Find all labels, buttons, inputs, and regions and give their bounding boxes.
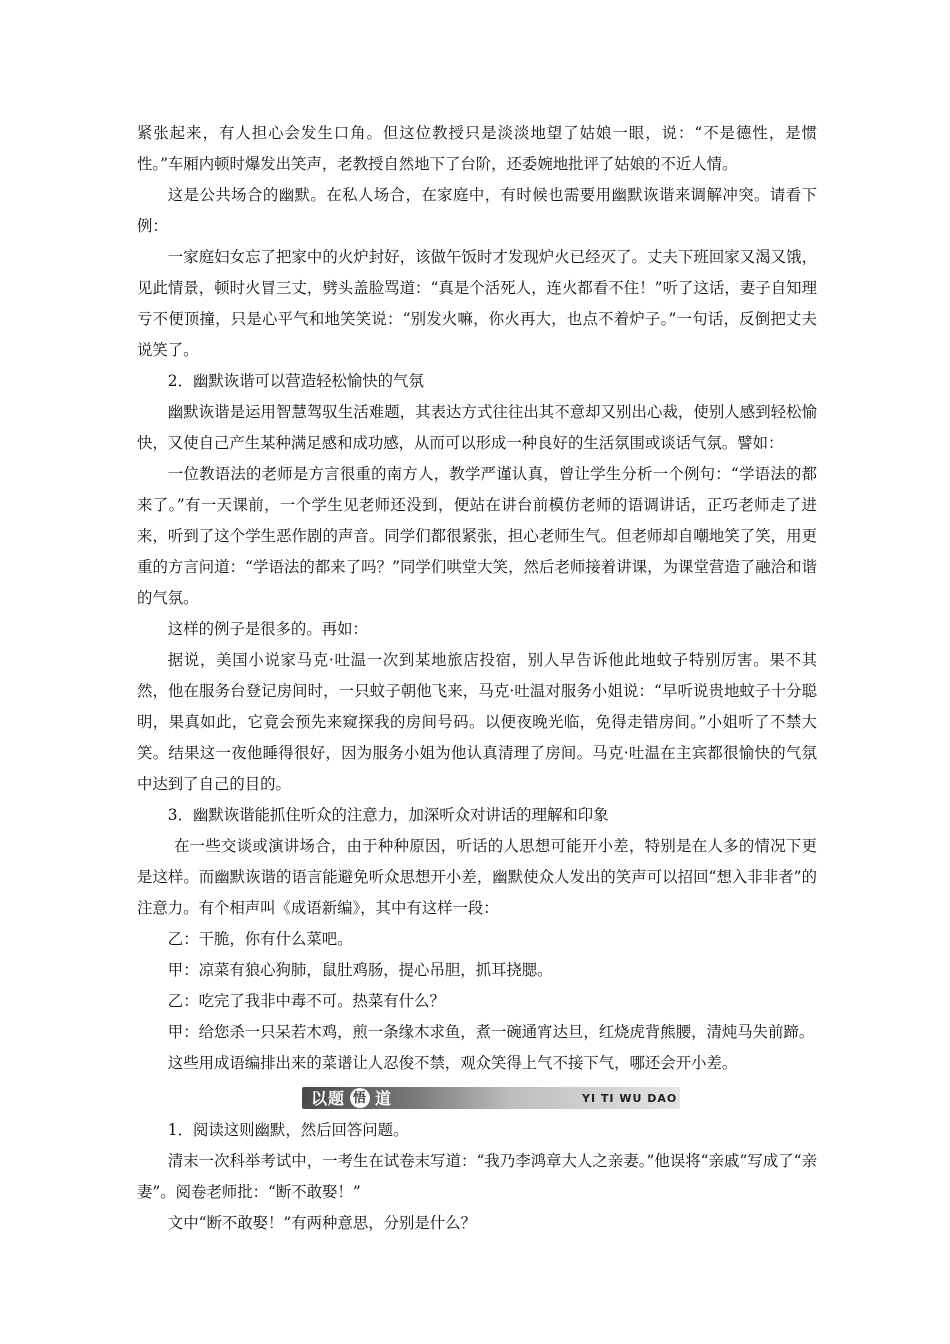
- dialogue-line: 乙：干脆，你有什么菜吧。: [167, 930, 353, 948]
- paragraph: 一位教语法的老师是方言很重的南方人，教学严谨认真，曾让学生分析一个例句：“学语法的都来了。”有一天课前，一个学生见老师还没到，便站在讲台前模仿老师的语调讲话，正巧老师走了进来，听到了这个学生恶作剧的声音。同学们都很紧张，担心老师生气。但老师却自嘲地笑了笑，用更重的方言问道：“学语法的都来了吗？”同学们哄堂大笑，然后老师接着讲课，为课堂营造了融洽和谐的气氛。: [137, 465, 817, 607]
- paragraph: 这是公共场合的幽默。在私人场合，在家庭中，有时候也需要用幽默诙谐来调解冲突。请看下例：: [137, 186, 817, 235]
- paragraph: 幽默诙谐是运用智慧驾驭生活难题，其表达方式往往出其不意却又别出心裁，使别人感到轻松愉快，又使自己产生某种满足感和成功感，从而可以形成一种良好的生活氛围或谈话气氛。譬如：: [137, 403, 817, 452]
- exercise-text: 清末一次科举考试中，一考生在试卷末写道：“我乃李鸿章大人之亲妻。”他误将“亲戚”写成了“亲妻”。阅卷老师批：“断不敢娶！”: [137, 1152, 817, 1201]
- banner-title: [311, 1086, 392, 1110]
- exercise-question: 1．阅读这则幽默，然后回答问题。: [167, 1121, 409, 1139]
- dialogue-line: 甲：给您杀一只呆若木鸡，煎一条缘木求鱼，煮一碗通宵达旦，红烧虎背熊腰，清炖马失前蹄。: [167, 1023, 815, 1041]
- exercise-prompt: 文中“断不敢娶！”有两种意思，分别是什么？: [167, 1214, 476, 1232]
- banner-title-part: 道: [375, 1088, 393, 1108]
- paragraph: 这些用成语编排出来的菜谱让人忍俊不禁，观众笑得上气不接下气，哪还会开小差。: [167, 1054, 738, 1072]
- section-heading: 3．幽默诙谐能抓住听众的注意力，加深听众对讲话的理解和印象: [167, 806, 609, 824]
- banner-pinyin: YI TI WU DAO: [582, 1092, 678, 1105]
- banner-badge: 悟: [350, 1088, 370, 1108]
- dialogue-line: 乙：吃完了我非中毒不可。热菜有什么？: [167, 992, 445, 1010]
- section-heading: 2．幽默诙谐可以营造轻松愉快的气氛: [167, 372, 424, 390]
- document-body: [137, 118, 817, 1239]
- paragraph: 这样的例子是很多的。再如：: [167, 620, 368, 638]
- paragraph: 一家庭妇女忘了把家中的火炉封好，该做午饭时才发现炉火已经灭了。丈夫下班回家又渴又饿，见此情景，顿时火冒三丈，劈头盖脸骂道：“真是个活死人，连火都看不住！”听了这话，妻子自知理亏不便顶撞，只是心平气和地笑笑说：“别发火嘛，你火再大，也点不着炉子。”一句话，反倒把丈夫说笑了。: [137, 248, 817, 359]
- paragraph: 据说，美国小说家马克·吐温一次到某地旅店投宿，别人早告诉他此地蚊子特别厉害。果不其然，他在服务台登记房间时，一只蚊子朝他飞来，马克·吐温对服务小姐说：“早听说贵地蚊子十分聪明，果真如此，它竟会预先来窥探我的房间号码。以便夜晚光临，免得走错房间。”小姐听了不禁大笑。结果这一夜他睡得很好，因为服务小姐为他认真清理了房间。马克·吐温在主宾都很愉快的气氛中达到了自己的目的。: [137, 651, 817, 793]
- section-banner: [137, 1083, 817, 1111]
- banner-title-part: 以题: [311, 1088, 346, 1108]
- paragraph: 在一些交谈或演讲场合，由于种种原因，听话的人思想可能开小差，特别是在人多的情况下更是这样。而幽默诙谐的语言能避免听众思想开小差，幽默使众人发出的笑声可以招回“想入非非者”的注意力。有个相声叫《成语新编》，其中有这样一段：: [137, 837, 817, 917]
- paragraph: 紧张起来，有人担心会发生口角。但这位教授只是淡淡地望了姑娘一眼，说：“不是德性，是惯性。”车厢内顿时爆发出笑声，老教授自然地下了台阶，还委婉地批评了姑娘的不近人情。: [137, 124, 817, 173]
- dialogue-line: 甲：凉菜有狼心狗肺，鼠肚鸡肠，提心吊胆，抓耳挠腮。: [167, 961, 553, 979]
